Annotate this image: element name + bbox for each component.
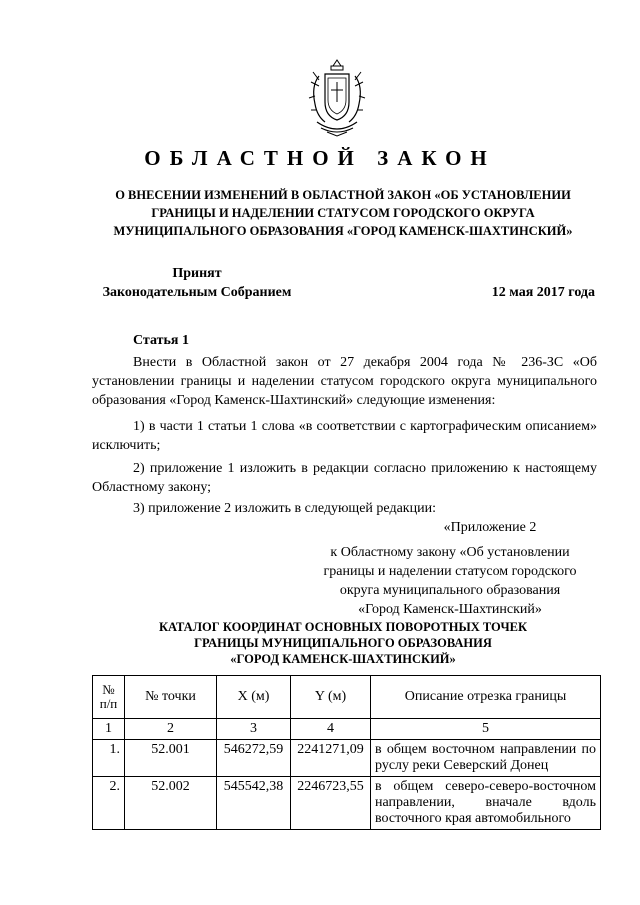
row-point: 52.002 (125, 777, 217, 830)
article-heading: Статья 1 (133, 333, 189, 348)
appendix-line: «Город Каменск-Шахтинский» (358, 602, 542, 617)
article-paragraph: Внести в Областной закон от 27 декабря 2004 года № 236-ЗС «Об установлении границы и наделении статусом городского округа муниципального образования «Город Каменск-Шахтинский» следующие изменения: (92, 355, 597, 408)
law-subtitle: О ВНЕСЕНИИ ИЗМЕНЕНИЙ В ОБЛАСТНОЙ ЗАКОН «ОБ УСТАНОВЛЕНИИ ГРАНИЦЫ И НАДЕЛЕНИИ СТАТУСОМ ГОРОДСКОГО ОКРУГА МУНИЦИПАЛЬНОГО ОБРАЗОВАНИЯ «ГОРОД КАМЕНСК-ШАХТИНСКИЙ» (113, 188, 573, 238)
column-number: 4 (291, 719, 371, 740)
article-paragraph: 3) приложение 2 изложить в следующей редакции: (133, 501, 436, 516)
adopted-line1: Принят (172, 266, 222, 281)
column-number: 5 (371, 719, 601, 740)
catalog-title-line: ГРАНИЦЫ МУНИЦИПАЛЬНОГО ОБРАЗОВАНИЯ (194, 636, 492, 650)
header-number-top: № (102, 682, 115, 697)
row-number: 1. (93, 740, 125, 777)
row-y: 2241271,09 (291, 740, 371, 777)
column-number: 3 (217, 719, 291, 740)
column-number-row (93, 719, 601, 740)
adopted-line2: Законодательным Собранием (102, 285, 292, 300)
adopted-block (92, 264, 302, 302)
row-x: 545542,38 (217, 777, 291, 830)
catalog-title-line: «ГОРОД КАМЕНСК-ШАХТИНСКИЙ» (230, 652, 456, 666)
appendix-line: к Областному закону «Об установлении (330, 545, 570, 560)
table-header-row (93, 676, 601, 719)
catalog-title (90, 619, 596, 667)
adopted-date: 12 мая 2017 года (491, 285, 595, 300)
row-description: в общем восточном направлении по руслу реки Северский Донец (371, 740, 601, 777)
appendix-title: «Приложение 2 (443, 520, 537, 535)
column-number: 1 (93, 719, 125, 740)
appendix-line: границы и наделении статусом городского (323, 564, 577, 579)
header-point: № точки (125, 676, 217, 719)
table-row (93, 777, 601, 830)
header-x: X (м) (217, 676, 291, 719)
appendix-line: округа муниципального образования (339, 583, 561, 598)
catalog-title-line: КАТАЛОГ КООРДИНАТ ОСНОВНЫХ ПОВОРОТНЫХ ТОЧЕК (158, 620, 528, 634)
appendix-reference (300, 518, 600, 619)
row-description: в общем северо-северо-восточном направлении, вначале вдоль восточного края автомобильного (371, 777, 601, 830)
row-number: 2. (93, 777, 125, 830)
row-x: 546272,59 (217, 740, 291, 777)
row-y: 2246723,55 (291, 777, 371, 830)
coordinates-table (92, 675, 601, 830)
header-number-bottom: п/п (99, 696, 118, 711)
header-description: Описание отрезка границы (371, 676, 601, 719)
header-number (93, 676, 125, 719)
law-title: ОБЛАСТНОЙ ЗАКОН (144, 146, 496, 170)
row-point: 52.001 (125, 740, 217, 777)
article-paragraph: 1) в части 1 статьи 1 слова «в соответствии с картографическим описанием» исключить; (92, 419, 597, 453)
column-number: 2 (125, 719, 217, 740)
header-y: Y (м) (291, 676, 371, 719)
table-row (93, 740, 601, 777)
coat-of-arms-icon (305, 58, 369, 138)
article-paragraph: 2) приложение 1 изложить в редакции согласно приложению к настоящему Областному закону; (92, 461, 597, 495)
